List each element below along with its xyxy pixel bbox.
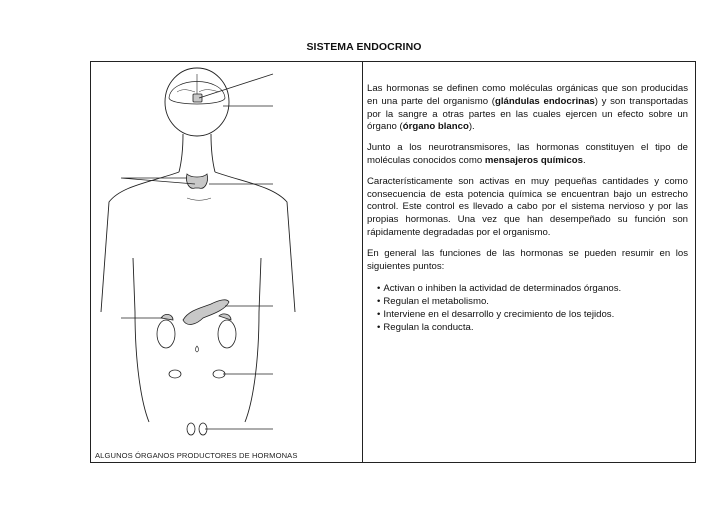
paragraph-functions-intro: En general las funciones de las hormonas se pueden resumir en los siguientes puntos: [367,247,688,272]
torso-outline [101,172,295,312]
paragraph-characteristics: Característicamente son activas en muy pequeñas cantidades y como consecuencia de esta potencia química se encuentran bajo un estrecho control. Este control es llevado a cabo por el sistema nervioso y por las propias hormonas. Una vez que han desempeñado su función son rápidamente degradadas por el organismo. [367,175,688,238]
text-column [367,83,688,334]
hypothalamus-pituitary [193,94,202,102]
thyroid-gland [186,174,207,188]
column-divider [362,61,363,463]
list-item: • Interviene en el desarrollo y crecimiento de los tejidos. [377,309,615,321]
figure-caption: ALGUNOS ÓRGANOS PRODUCTORES DE HORMONAS [95,451,298,460]
list-item: • Regulan la conducta. [377,322,474,334]
body-diagram [91,62,362,462]
list-item: • Activan o inhiben la actividad de determinados órganos. [377,283,622,295]
pancreas [183,300,229,325]
kidney-right [218,320,236,348]
page-title: SISTEMA ENDOCRINO [306,41,422,53]
ovary-left [169,370,181,378]
paragraph-messengers: Junto a los neurotransmisores, las hormonas constituyen el tipo de moléculas conocidos como mensajeros químicos. [367,142,688,166]
adrenal-left [161,314,173,320]
paragraph-definition: Las hormonas se definen como moléculas orgánicas que son producidas en una parte del organismo (glándulas endocrinas) y son transportadas por la sangre a otras partes en las cuales ejercen un efecto sobre un órgano (órgano blanco). [367,83,688,133]
neck-outline [179,134,215,172]
adrenal-right [219,314,231,320]
pointer-pituitary [199,74,273,98]
kidney-left [157,320,175,348]
testis-left [187,423,195,435]
functions-list [377,282,688,334]
list-item: • Regulan el metabolismo. [377,296,489,308]
